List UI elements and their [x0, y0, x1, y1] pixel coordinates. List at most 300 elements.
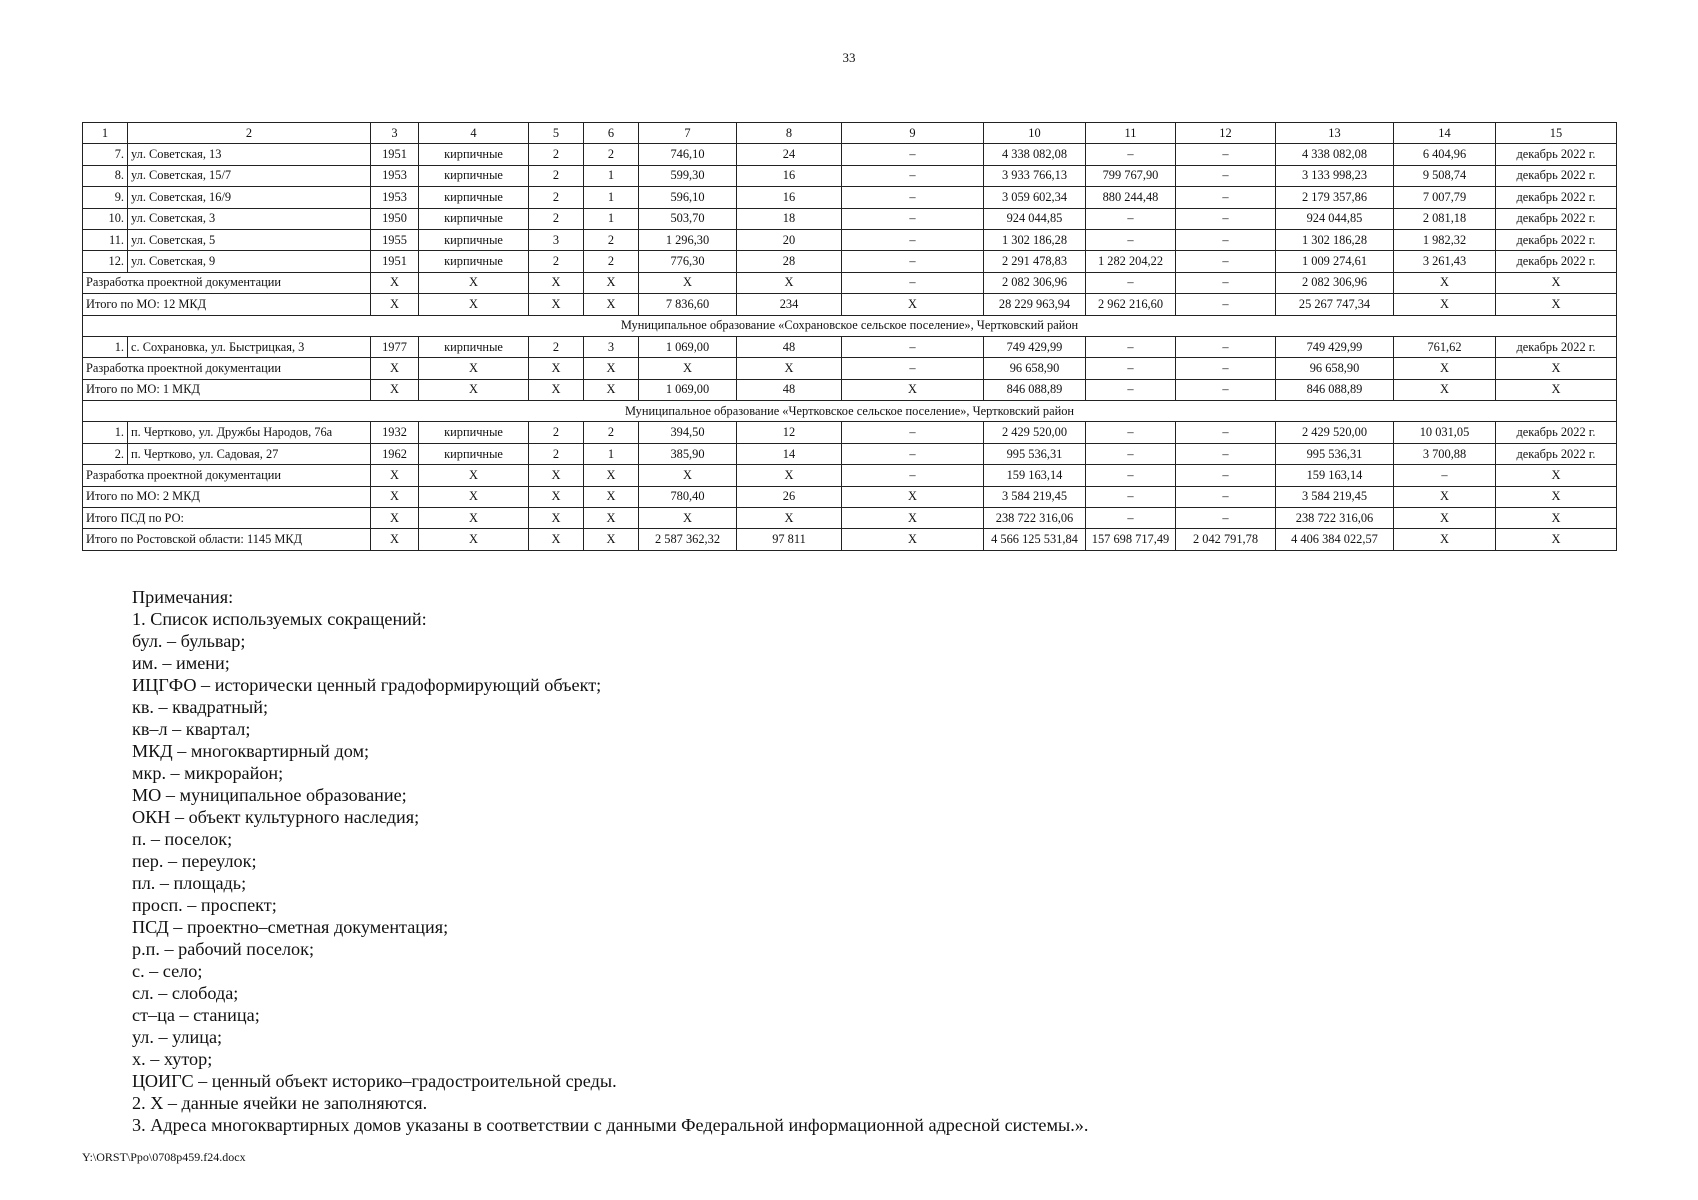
- table-cell: 995 536,31: [1276, 443, 1394, 464]
- table-cell: X: [419, 486, 529, 507]
- table-cell: 1: [584, 187, 639, 208]
- table-cell: кирпичные: [419, 208, 529, 229]
- table-cell: 749 429,99: [1276, 336, 1394, 357]
- note-line: просп. – проспект;: [132, 895, 277, 915]
- table-cell: X: [419, 379, 529, 400]
- table-cell: –: [1176, 272, 1276, 293]
- table-cell: 10 031,05: [1394, 422, 1496, 443]
- table-cell: –: [1086, 379, 1176, 400]
- table-cell: 3 933 766,13: [984, 165, 1086, 186]
- table-cell: 924 044,85: [1276, 208, 1394, 229]
- table-cell: X: [371, 379, 419, 400]
- summary-label: Итого по МО: 12 МКД: [83, 294, 371, 315]
- table-cell: X: [1496, 486, 1617, 507]
- table-cell: 11.: [83, 229, 128, 250]
- table-cell: кирпичные: [419, 229, 529, 250]
- table-cell: X: [737, 508, 842, 529]
- table-cell: X: [1496, 465, 1617, 486]
- table-cell: 1 302 186,28: [1276, 229, 1394, 250]
- table-cell: –: [842, 165, 984, 186]
- note-line: бул. – бульвар;: [132, 631, 246, 651]
- table-cell: 12.: [83, 251, 128, 272]
- table-cell: X: [371, 272, 419, 293]
- table-cell: 924 044,85: [984, 208, 1086, 229]
- table-cell: X: [639, 465, 737, 486]
- table-cell: 159 163,14: [984, 465, 1086, 486]
- table-cell: 2 082 306,96: [1276, 272, 1394, 293]
- table-cell: 761,62: [1394, 336, 1496, 357]
- table-cell: –: [842, 187, 984, 208]
- table-cell: 2 587 362,32: [639, 529, 737, 550]
- summary-row: [83, 529, 1617, 550]
- table-cell: 28 229 963,94: [984, 294, 1086, 315]
- note-line: х. – хутор;: [132, 1049, 213, 1069]
- table-cell: X: [1496, 508, 1617, 529]
- column-number-header: 2: [128, 123, 371, 144]
- table-cell: X: [1394, 508, 1496, 529]
- table-cell: X: [584, 508, 639, 529]
- table-cell: X: [737, 358, 842, 379]
- table-cell: 7.: [83, 144, 128, 165]
- table-cell: 1 296,30: [639, 229, 737, 250]
- table-cell: X: [842, 529, 984, 550]
- note-line: пер. – переулок;: [132, 851, 257, 871]
- summary-label: Итого по МО: 1 МКД: [83, 379, 371, 400]
- table-cell: 2 179 357,86: [1276, 187, 1394, 208]
- table-cell: 7 007,79: [1394, 187, 1496, 208]
- section-title: Муниципальное образование «Сохрановское сельское поселение», Чертковский район: [83, 315, 1617, 336]
- note-line: 1. Список используемых сокращений:: [132, 609, 427, 629]
- table-cell: 24: [737, 144, 842, 165]
- table-cell: –: [1176, 422, 1276, 443]
- table-cell: 2: [529, 443, 584, 464]
- table-cell: декабрь 2022 г.: [1496, 229, 1617, 250]
- table-cell: 238 722 316,06: [1276, 508, 1394, 529]
- table-cell: –: [842, 336, 984, 357]
- table-cell: X: [529, 272, 584, 293]
- table-cell: 1: [584, 208, 639, 229]
- table-cell: –: [842, 443, 984, 464]
- table-cell: X: [419, 272, 529, 293]
- table-row: [83, 144, 1617, 165]
- table-cell: 97 811: [737, 529, 842, 550]
- table-cell: 2: [529, 144, 584, 165]
- summary-row: [83, 294, 1617, 315]
- table-cell: 1953: [371, 165, 419, 186]
- table-cell: X: [1394, 272, 1496, 293]
- table-cell: 28: [737, 251, 842, 272]
- note-line: ул. – улица;: [132, 1027, 223, 1047]
- table-cell: кирпичные: [419, 144, 529, 165]
- table-cell: 157 698 717,49: [1086, 529, 1176, 550]
- table-cell: 6 404,96: [1394, 144, 1496, 165]
- table-cell: X: [529, 508, 584, 529]
- table-cell: 749 429,99: [984, 336, 1086, 357]
- table-cell: X: [419, 358, 529, 379]
- table-cell: 385,90: [639, 443, 737, 464]
- table-cell: 2 429 520,00: [984, 422, 1086, 443]
- summary-label: Итого по МО: 2 МКД: [83, 486, 371, 507]
- table-cell: 394,50: [639, 422, 737, 443]
- summary-label: Итого по Ростовской области: 1145 МКД: [83, 529, 371, 550]
- table-cell: 780,40: [639, 486, 737, 507]
- column-number-header: 9: [842, 123, 984, 144]
- table-cell: 2: [529, 336, 584, 357]
- table-cell: 20: [737, 229, 842, 250]
- table-cell: –: [1176, 486, 1276, 507]
- note-line: 3. Адреса многоквартирных домов указаны в соответствии с данными Федеральной информационной адресной системы.».: [132, 1115, 1089, 1135]
- table-cell: –: [1176, 187, 1276, 208]
- table-cell: 25 267 747,34: [1276, 294, 1394, 315]
- table-cell: 26: [737, 486, 842, 507]
- table-cell: X: [584, 529, 639, 550]
- table-row: [83, 208, 1617, 229]
- table-cell: 2: [584, 144, 639, 165]
- table-cell: –: [1176, 165, 1276, 186]
- address-cell: ул. Советская, 5: [128, 229, 371, 250]
- table-cell: 3: [584, 336, 639, 357]
- table-cell: 1 982,32: [1394, 229, 1496, 250]
- table-cell: 2: [529, 251, 584, 272]
- table-cell: 18: [737, 208, 842, 229]
- table-row: [83, 165, 1617, 186]
- table-cell: 1951: [371, 144, 419, 165]
- column-number-header: 1: [83, 123, 128, 144]
- table-cell: X: [584, 272, 639, 293]
- note-line: ст–ца – станица;: [132, 1005, 260, 1025]
- table-cell: 2 429 520,00: [1276, 422, 1394, 443]
- table-cell: 96 658,90: [1276, 358, 1394, 379]
- table-cell: 2: [529, 165, 584, 186]
- table-cell: X: [584, 486, 639, 507]
- table-cell: 14: [737, 443, 842, 464]
- address-cell: ул. Советская, 13: [128, 144, 371, 165]
- table-cell: 1.: [83, 422, 128, 443]
- table-cell: 4 338 082,08: [984, 144, 1086, 165]
- table-cell: 2: [584, 251, 639, 272]
- column-number-header: 14: [1394, 123, 1496, 144]
- table-cell: X: [371, 529, 419, 550]
- table-cell: 776,30: [639, 251, 737, 272]
- table-cell: 1 282 204,22: [1086, 251, 1176, 272]
- table-cell: 10.: [83, 208, 128, 229]
- table-cell: X: [529, 465, 584, 486]
- note-line: 2. X – данные ячейки не заполняются.: [132, 1093, 428, 1113]
- table-cell: X: [529, 294, 584, 315]
- note-line: ЦОИГС – ценный объект историко–градостроительной среды.: [132, 1071, 617, 1091]
- table-cell: –: [1176, 336, 1276, 357]
- table-cell: 2.: [83, 443, 128, 464]
- summary-row: [83, 486, 1617, 507]
- summary-label: Разработка проектной документации: [83, 272, 371, 293]
- column-number-header: 8: [737, 123, 842, 144]
- table-cell: 7 836,60: [639, 294, 737, 315]
- table-cell: 1950: [371, 208, 419, 229]
- table-cell: 3 133 998,23: [1276, 165, 1394, 186]
- table-cell: –: [842, 144, 984, 165]
- summary-label: Разработка проектной документации: [83, 465, 371, 486]
- table-cell: X: [419, 529, 529, 550]
- column-number-header: 6: [584, 123, 639, 144]
- section-header-row: [83, 401, 1617, 422]
- table-cell: 2 081,18: [1394, 208, 1496, 229]
- column-number-header: 5: [529, 123, 584, 144]
- table-cell: 1932: [371, 422, 419, 443]
- summary-row: [83, 379, 1617, 400]
- table-cell: –: [1176, 208, 1276, 229]
- table-cell: 234: [737, 294, 842, 315]
- table-cell: 1955: [371, 229, 419, 250]
- table-cell: 2: [584, 229, 639, 250]
- table-cell: 159 163,14: [1276, 465, 1394, 486]
- table-cell: 9.: [83, 187, 128, 208]
- table-cell: X: [419, 508, 529, 529]
- table-cell: X: [1496, 529, 1617, 550]
- table-cell: 3 584 219,45: [984, 486, 1086, 507]
- table-header-row: [83, 123, 1617, 144]
- table-cell: –: [1086, 144, 1176, 165]
- table-cell: 3 059 602,34: [984, 187, 1086, 208]
- table-cell: декабрь 2022 г.: [1496, 336, 1617, 357]
- column-number-header: 12: [1176, 123, 1276, 144]
- table-cell: 1977: [371, 336, 419, 357]
- table-cell: 1 009 274,61: [1276, 251, 1394, 272]
- table-cell: X: [419, 294, 529, 315]
- table-cell: –: [1086, 336, 1176, 357]
- notes-title: Примечания:: [132, 587, 234, 607]
- table-cell: –: [1176, 251, 1276, 272]
- table-cell: 3 700,88: [1394, 443, 1496, 464]
- table-cell: X: [639, 358, 737, 379]
- table-cell: X: [584, 379, 639, 400]
- table-cell: X: [842, 486, 984, 507]
- column-number-header: 15: [1496, 123, 1617, 144]
- column-number-header: 3: [371, 123, 419, 144]
- note-line: ОКН – объект культурного наследия;: [132, 807, 420, 827]
- table-cell: 1 069,00: [639, 336, 737, 357]
- table-cell: –: [1176, 358, 1276, 379]
- table-cell: 846 088,89: [1276, 379, 1394, 400]
- note-line: сл. – слобода;: [132, 983, 239, 1003]
- table-cell: декабрь 2022 г.: [1496, 251, 1617, 272]
- file-path-footer: Y:\ORST\Ppo\0708p459.f24.docx: [82, 1150, 246, 1164]
- column-number-header: 11: [1086, 123, 1176, 144]
- table-row: [83, 187, 1617, 208]
- table-cell: X: [737, 272, 842, 293]
- column-number-header: 7: [639, 123, 737, 144]
- table-cell: X: [842, 508, 984, 529]
- table-cell: –: [1176, 294, 1276, 315]
- table-cell: 1.: [83, 336, 128, 357]
- table-cell: X: [1394, 358, 1496, 379]
- table-cell: декабрь 2022 г.: [1496, 165, 1617, 186]
- table-cell: 2: [529, 187, 584, 208]
- section-title: Муниципальное образование «Чертковское сельское поселение», Чертковский район: [83, 401, 1617, 422]
- table-cell: X: [639, 272, 737, 293]
- address-cell: п. Чертково, ул. Дружбы Народов, 76а: [128, 422, 371, 443]
- table-cell: X: [529, 379, 584, 400]
- table-cell: декабрь 2022 г.: [1496, 443, 1617, 464]
- table-cell: X: [1394, 486, 1496, 507]
- table-cell: –: [842, 208, 984, 229]
- table-cell: X: [842, 294, 984, 315]
- table-cell: X: [529, 529, 584, 550]
- table-cell: 1 069,00: [639, 379, 737, 400]
- table-cell: 2 042 791,78: [1176, 529, 1276, 550]
- note-line: МКД – многоквартирный дом;: [132, 741, 370, 761]
- table-cell: –: [1086, 443, 1176, 464]
- table-row: [83, 443, 1617, 464]
- table-cell: X: [371, 508, 419, 529]
- column-number-header: 10: [984, 123, 1086, 144]
- address-cell: ул. Советская, 3: [128, 208, 371, 229]
- data-table: [82, 122, 1617, 551]
- summary-row: [83, 508, 1617, 529]
- table-cell: 2 082 306,96: [984, 272, 1086, 293]
- table-cell: –: [1086, 422, 1176, 443]
- note-line: пл. – площадь;: [132, 873, 247, 893]
- note-line: кв. – квадратный;: [132, 697, 269, 717]
- table-cell: –: [1086, 229, 1176, 250]
- table-cell: X: [639, 508, 737, 529]
- table-cell: –: [1176, 508, 1276, 529]
- table-cell: 3: [529, 229, 584, 250]
- table-cell: 599,30: [639, 165, 737, 186]
- address-cell: ул. Советская, 9: [128, 251, 371, 272]
- table-cell: –: [842, 465, 984, 486]
- table-cell: 8.: [83, 165, 128, 186]
- table-cell: X: [419, 465, 529, 486]
- table-cell: 799 767,90: [1086, 165, 1176, 186]
- table-row: [83, 422, 1617, 443]
- table-cell: –: [1086, 272, 1176, 293]
- table-cell: декабрь 2022 г.: [1496, 422, 1617, 443]
- table-cell: 596,10: [639, 187, 737, 208]
- table-cell: X: [1496, 358, 1617, 379]
- table-cell: X: [529, 486, 584, 507]
- table-cell: 16: [737, 187, 842, 208]
- table-cell: 1953: [371, 187, 419, 208]
- table-cell: 746,10: [639, 144, 737, 165]
- table-cell: X: [1394, 294, 1496, 315]
- address-cell: ул. Советская, 15/7: [128, 165, 371, 186]
- table-cell: 995 536,31: [984, 443, 1086, 464]
- address-cell: с. Сохрановка, ул. Быстрицкая, 3: [128, 336, 371, 357]
- table-cell: –: [1176, 144, 1276, 165]
- table-cell: –: [842, 272, 984, 293]
- table-cell: декабрь 2022 г.: [1496, 187, 1617, 208]
- notes-block: [132, 586, 1088, 1136]
- table-cell: 2 962 216,60: [1086, 294, 1176, 315]
- table-cell: кирпичные: [419, 443, 529, 464]
- table-cell: –: [842, 229, 984, 250]
- table-cell: кирпичные: [419, 422, 529, 443]
- table-cell: декабрь 2022 г.: [1496, 208, 1617, 229]
- table-cell: кирпичные: [419, 187, 529, 208]
- table-row: [83, 251, 1617, 272]
- summary-row: [83, 272, 1617, 293]
- table-cell: 2: [529, 208, 584, 229]
- table-cell: 9 508,74: [1394, 165, 1496, 186]
- table-cell: X: [1394, 379, 1496, 400]
- note-line: ПСД – проектно–сметная документация;: [132, 917, 449, 937]
- table-cell: –: [1394, 465, 1496, 486]
- table-cell: 3 584 219,45: [1276, 486, 1394, 507]
- note-line: мкр. – микрорайон;: [132, 763, 284, 783]
- table-cell: –: [1086, 358, 1176, 379]
- table-cell: X: [1496, 294, 1617, 315]
- table-cell: X: [584, 294, 639, 315]
- note-line: кв–л – квартал;: [132, 719, 251, 739]
- table-cell: –: [1086, 508, 1176, 529]
- table-cell: X: [584, 358, 639, 379]
- note-line: с. – село;: [132, 961, 203, 981]
- note-line: им. – имени;: [132, 653, 230, 673]
- page-number: 33: [842, 50, 856, 65]
- table-row: [83, 336, 1617, 357]
- note-line: МО – муниципальное образование;: [132, 785, 407, 805]
- table-cell: 4 566 125 531,84: [984, 529, 1086, 550]
- table-cell: 1962: [371, 443, 419, 464]
- table-cell: 2 291 478,83: [984, 251, 1086, 272]
- table-row: [83, 229, 1617, 250]
- table-cell: –: [1086, 465, 1176, 486]
- table-cell: X: [1394, 529, 1496, 550]
- table-cell: 1 302 186,28: [984, 229, 1086, 250]
- table-cell: –: [842, 422, 984, 443]
- table-cell: 846 088,89: [984, 379, 1086, 400]
- table-cell: X: [371, 486, 419, 507]
- table-cell: 4 406 384 022,57: [1276, 529, 1394, 550]
- table-cell: X: [529, 358, 584, 379]
- table-cell: X: [1496, 379, 1617, 400]
- table-cell: 16: [737, 165, 842, 186]
- summary-label: Разработка проектной документации: [83, 358, 371, 379]
- table-cell: 12: [737, 422, 842, 443]
- note-line: п. – поселок;: [132, 829, 233, 849]
- summary-label: Итого ПСД по РО:: [83, 508, 371, 529]
- table-cell: –: [1176, 465, 1276, 486]
- table-cell: X: [1496, 272, 1617, 293]
- column-number-header: 13: [1276, 123, 1394, 144]
- table-cell: 2: [529, 422, 584, 443]
- summary-row: [83, 465, 1617, 486]
- table-cell: 503,70: [639, 208, 737, 229]
- table-cell: X: [371, 358, 419, 379]
- table-cell: –: [842, 358, 984, 379]
- note-line: ИЦГФО – исторически ценный градоформирующий объект;: [132, 675, 602, 695]
- table-cell: X: [737, 465, 842, 486]
- table-cell: 880 244,48: [1086, 187, 1176, 208]
- table-cell: 1: [584, 165, 639, 186]
- address-cell: п. Чертково, ул. Садовая, 27: [128, 443, 371, 464]
- section-header-row: [83, 315, 1617, 336]
- table-cell: X: [371, 294, 419, 315]
- table-cell: 4 338 082,08: [1276, 144, 1394, 165]
- table-cell: 1: [584, 443, 639, 464]
- table-cell: –: [842, 251, 984, 272]
- table-cell: X: [371, 465, 419, 486]
- summary-row: [83, 358, 1617, 379]
- table-cell: 1951: [371, 251, 419, 272]
- table-cell: X: [584, 465, 639, 486]
- table-cell: 3 261,43: [1394, 251, 1496, 272]
- table-cell: –: [1176, 229, 1276, 250]
- table-cell: X: [842, 379, 984, 400]
- column-number-header: 4: [419, 123, 529, 144]
- table-cell: кирпичные: [419, 165, 529, 186]
- table-cell: 48: [737, 336, 842, 357]
